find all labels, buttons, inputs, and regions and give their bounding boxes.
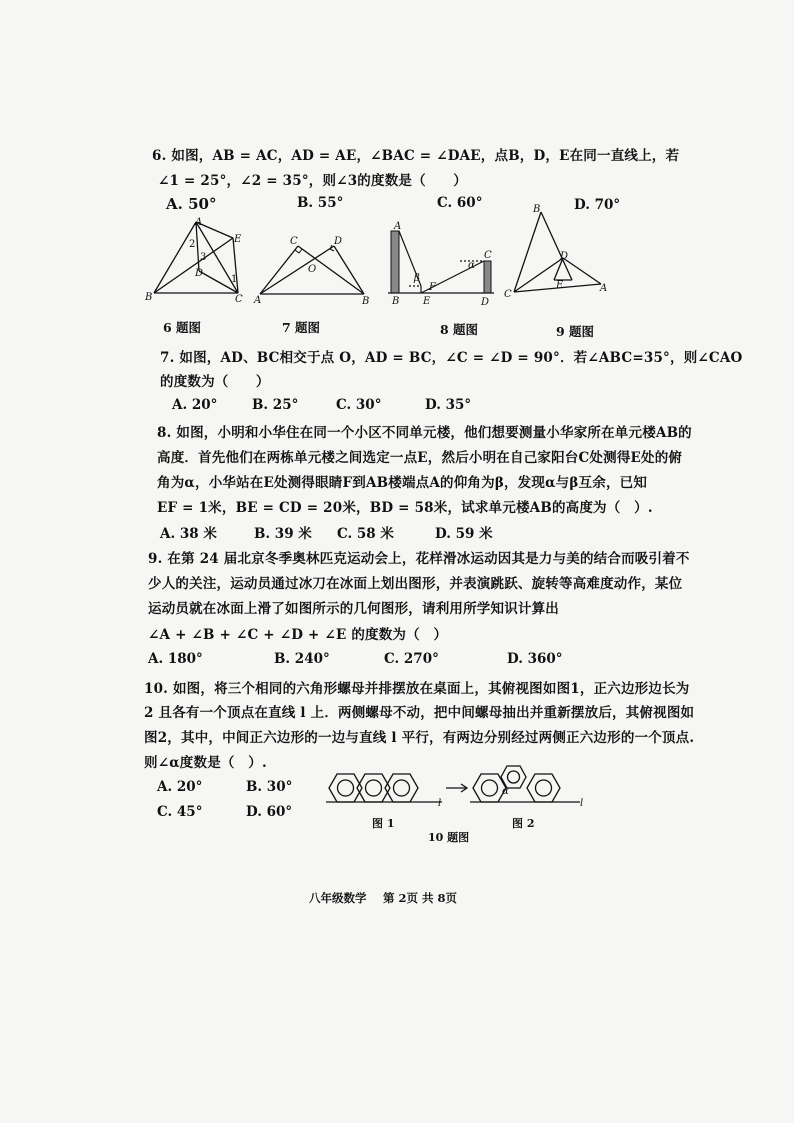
q8-stem-line-4: EF = 1米，BE = CD = 20米，BD = 58米，试求单元楼AB的高度为（ ）. [157,500,653,516]
f9-label-b: B [533,204,541,215]
figure-10-diagram [326,760,588,812]
f7-label-c: C [290,236,298,247]
q7-option-a: A. 20° [172,397,218,413]
f9-label-e: E [556,280,564,291]
q6-option-a: A. 50° [166,195,217,213]
f8-label-e: E [423,296,431,307]
q7-stem-line-1: 7. 如图，AD、BC相交于点 O，AD = BC，∠C = ∠D = 90°．若∠ABC=35°，则∠CAO [160,350,743,366]
f8-label-f: F [429,282,436,293]
figure-8-caption: 8 题图 [440,322,479,337]
q8-option-a: A. 38 米 [160,526,217,542]
figure-7-caption: 7 题图 [282,320,321,335]
f10-line-label-1: l [438,798,442,809]
q6-option-c: C. 60° [437,195,483,211]
q9-stem-line-1: 9. 在第 24 届北京冬季奥林匹克运动会上，花样滑冰运动因其是力与美的结合而吸引着不 [148,551,690,567]
f10-alpha-label: α [502,786,509,797]
q10-option-b: B. 30° [246,779,293,795]
q8-option-d: D. 59 米 [435,526,493,542]
f7-label-o: O [308,264,317,275]
footer-subject: 八年级数学 [309,891,367,905]
q8-option-b: B. 39 米 [254,526,312,542]
figure-9-caption: 9 题图 [556,324,595,339]
q6-stem-line-1: 6. 如图，AB = AC，AD = AE，∠BAC = ∠DAE，点B，D，E在同一直线上，若 [152,148,680,164]
figure-6-caption: 6 题图 [163,320,202,335]
q10-stem-line-1: 10. 如图，将三个相同的六角形螺母并排摆放在桌面上，其俯视图如图1，正六边形边长为 [144,681,690,697]
q7-option-c: C. 30° [336,397,382,413]
f6-label-1: 1 [231,274,238,285]
f6-label-b: B [145,292,153,303]
figure-10-sub-caption-2: 图 2 [512,817,535,830]
q10-option-d: D. 60° [246,804,293,820]
f9-label-d: D [560,251,569,262]
q7-option-b: B. 25° [252,397,299,413]
f8-label-a: A [394,221,402,232]
f7-label-d: D [334,236,343,247]
figure-10-caption: 10 题图 [428,831,470,844]
f8-label-b: B [392,296,400,307]
q10-option-c: C. 45° [157,804,203,820]
f9-label-c: C [504,289,512,300]
figure-6-diagram [140,216,255,306]
q9-option-b: B. 240° [274,651,330,667]
f6-label-3: 3 [200,252,207,263]
f8-label-alpha: α [468,260,475,271]
q8-stem-line-2: 高度．首先他们在两栋单元楼之间选定一点E，然后小明在自己家阳台C处测得E处的俯 [157,450,683,466]
q6-stem-line-2: ∠1 = 25°，∠2 = 35°，则∠3的度数是（ ） [158,173,467,189]
figure-7-diagram [252,228,377,308]
f8-label-c: C [484,250,492,261]
footer-page-number: 第 2页 共 8页 [383,891,458,905]
f6-label-2: 2 [189,239,196,250]
f8-label-d: D [481,297,490,308]
f7-label-a: A [254,295,262,306]
f7-label-b: B [362,296,370,307]
q10-stem-line-2: 2 且各有一个顶点在直线 l 上．两侧螺母不动，把中间螺母抽出并重新摆放后，其俯视图如 [144,705,695,721]
q9-option-c: C. 270° [384,651,439,667]
figure-10-sub-caption-1: 图 1 [372,817,395,830]
q6-option-b: B. 55° [297,195,344,211]
q9-option-d: D. 360° [507,651,563,667]
q9-option-a: A. 180° [148,651,203,667]
q10-stem-line-4: 则∠α度数是（ ）. [144,755,267,771]
q8-stem-line-1: 8. 如图，小明和小华住在同一个小区不同单元楼，他们想要测量小华家所在单元楼AB的 [157,425,692,441]
q9-stem-line-4: ∠A + ∠B + ∠C + ∠D + ∠E 的度数为（ ） [148,627,448,643]
q7-stem-line-2: 的度数为（ ） [160,374,270,390]
figure-9-diagram [498,200,613,305]
figure-8-diagram [384,218,504,308]
q9-stem-line-2: 少人的关注，运动员通过冰刀在冰面上划出图形，并表演跳跃、旋转等高难度动作，某位 [148,576,683,592]
q7-option-d: D. 35° [425,397,472,413]
q9-stem-line-3: 运动员就在冰面上滑了如图所示的几何图形，请利用所学知识计算出 [148,601,559,617]
f6-label-c: C [235,294,243,305]
q10-option-a: A. 20° [157,779,203,795]
q6-option-d: D. 70° [574,197,621,213]
f8-label-beta: β [414,273,420,284]
f6-label-d: D [195,268,204,279]
q8-option-c: C. 58 米 [337,526,394,542]
f9-label-a: A [600,283,608,294]
f6-label-a: A [195,217,203,228]
f6-label-e: E [234,234,242,245]
f10-line-label-2: l [580,798,584,809]
q10-stem-line-3: 图2，其中，中间正六边形的一边与直线 l 平行，有两边分别经过两侧正六边形的一个顶点. [144,730,695,746]
q8-stem-line-3: 角为α，小华站在E处测得眼睛F到AB楼端点A的仰角为β，发现α与β互余，已知 [157,475,648,491]
